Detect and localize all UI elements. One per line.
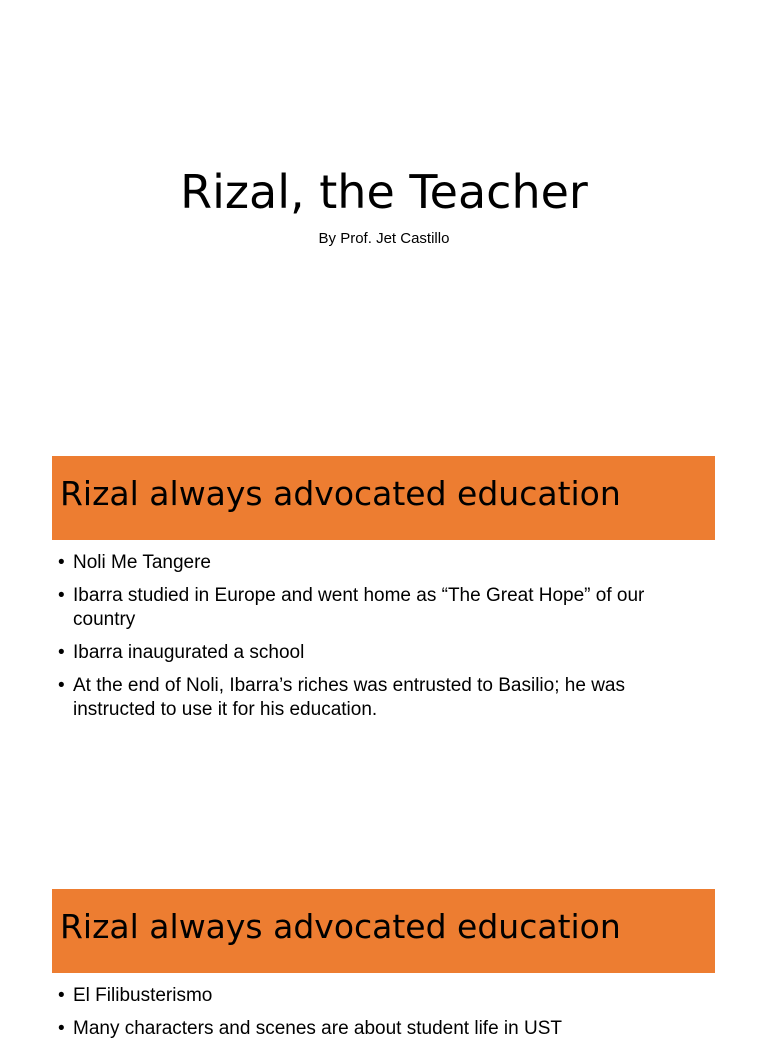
list-item xyxy=(58,1017,708,1041)
bullet-icon: • xyxy=(58,985,65,1006)
bullet-list xyxy=(58,551,708,731)
bullet-icon: • xyxy=(58,552,65,573)
bullet-icon: • xyxy=(58,1018,65,1039)
bullet-icon: • xyxy=(58,675,65,696)
heading-banner xyxy=(52,889,715,973)
list-item xyxy=(58,551,708,575)
slide-title: Rizal, the Teacher xyxy=(180,165,588,219)
bullet-text: El Filibusterismo xyxy=(73,985,213,1006)
slide-heading: Rizal always advocated education xyxy=(60,907,621,946)
bullet-list xyxy=(58,984,708,1050)
slide-subtitle: By Prof. Jet Castillo xyxy=(318,230,450,247)
list-item xyxy=(58,674,708,722)
heading-banner xyxy=(52,456,715,540)
list-item xyxy=(58,984,708,1008)
list-item xyxy=(58,641,708,665)
bullet-text: Many characters and scenes are about student life in UST xyxy=(73,1018,562,1039)
bullet-icon: • xyxy=(58,642,65,663)
list-item xyxy=(58,584,708,632)
bullet-text: Noli Me Tangere xyxy=(73,552,212,573)
bullet-text: Ibarra studied in Europe and went home as “The Great Hope” of our country xyxy=(73,585,645,630)
bullet-text: At the end of Noli, Ibarra’s riches was entrusted to Basilio; he was instructed to use it for his education. xyxy=(73,675,625,720)
bullet-icon: • xyxy=(58,585,65,606)
slide-heading: Rizal always advocated education xyxy=(60,474,621,513)
bullet-text: Ibarra inaugurated a school xyxy=(73,642,305,663)
